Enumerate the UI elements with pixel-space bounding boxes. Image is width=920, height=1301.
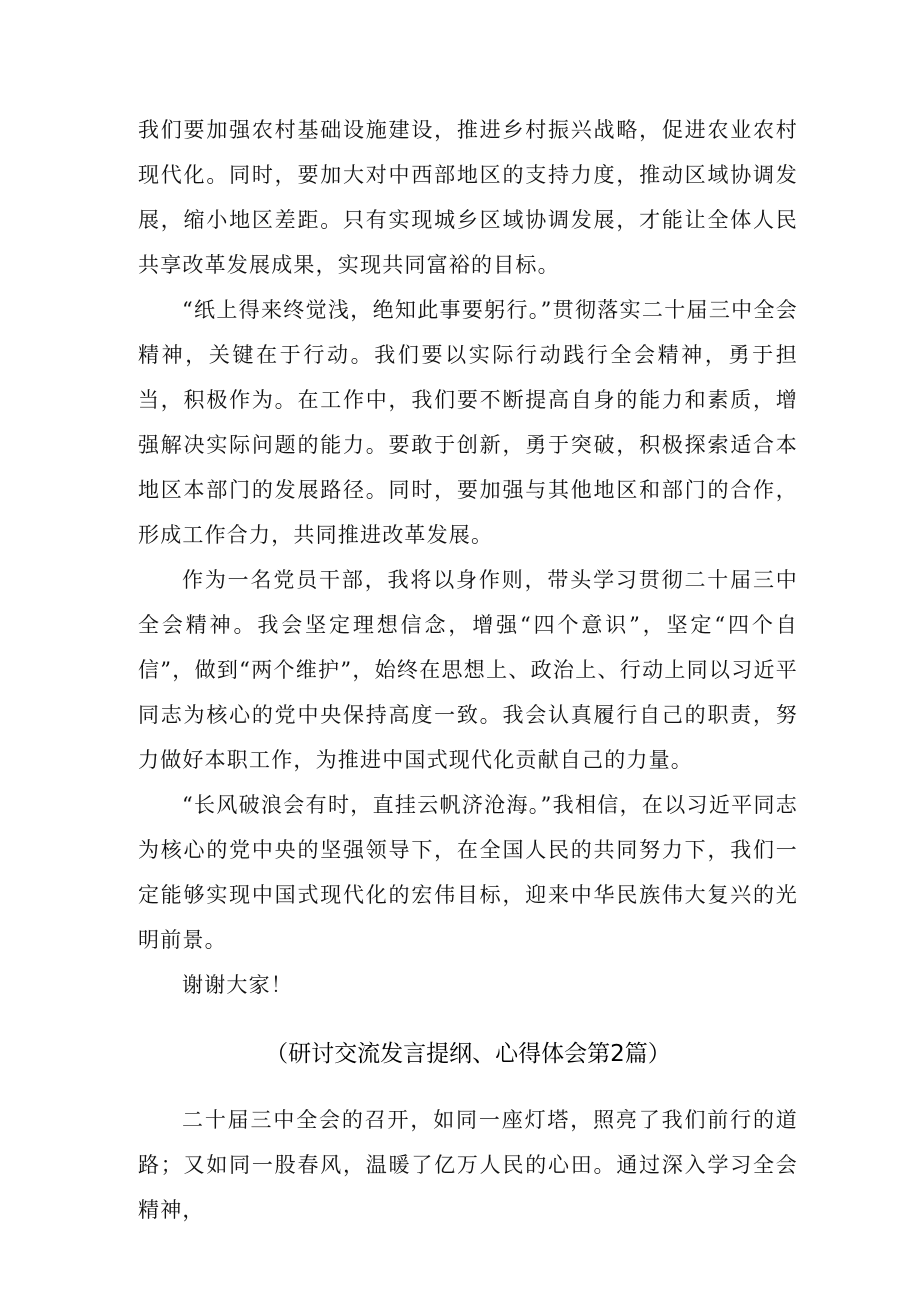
- section-heading: （研讨交流发言提纲、心得体会第2篇）: [265, 1041, 671, 1067]
- paragraph-1: 我们要加强农村基础设施建设，推进乡村振兴战略，促进农业农村现代化。同时，要加大对中西部地区的支持力度，推动区域协调发展，缩小地区差距。只有实现城乡区域协调发展，才能让全体人民共享改革发展成果，实现共同富裕的目标。: [138, 118, 798, 277]
- paragraph-2: “纸上得来终觉浅，绝知此事要躬行。”贯彻落实二十届三中全会精神，关键在于行动。我们要以实际行动践行全会精神，勇于担当，积极作为。在工作中，我们要不断提高自身的能力和素质，增强解决实际问题的能力。要敢于创新，勇于突破，积极探索适合本地区本部门的发展路径。同时，要加强与其他地区和部门的合作，形成工作合力，共同推进改革发展。: [138, 298, 798, 547]
- paragraph-4: “长风破浪会有时，直挂云帆济沧海。”我相信，在以习近平同志为核心的党中央的坚强领导下，在全国人民的共同努力下，我们一定能够实现中国式现代化的宏伟目标，迎来中华民族伟大复兴的光明前景。: [138, 793, 798, 952]
- paragraph-3: 作为一名党员干部，我将以身作则，带头学习贯彻二十届三中全会精神。我会坚定理想信念，增强“四个意识”，坚定“四个自信”，做到“两个维护”，始终在思想上、政治上、行动上同以习近平同志为核心的党中央保持高度一致。我会认真履行自己的职责，努力做好本职工作，为推进中国式现代化贡献自己的力量。: [138, 568, 798, 772]
- next-section-paragraph: 二十届三中全会的召开，如同一座灯塔，照亮了我们前行的道路；又如同一股春风，温暖了亿万人民的心田。通过深入学习全会精神，: [138, 1108, 798, 1222]
- closing-thanks: 谢谢大家！: [182, 973, 293, 997]
